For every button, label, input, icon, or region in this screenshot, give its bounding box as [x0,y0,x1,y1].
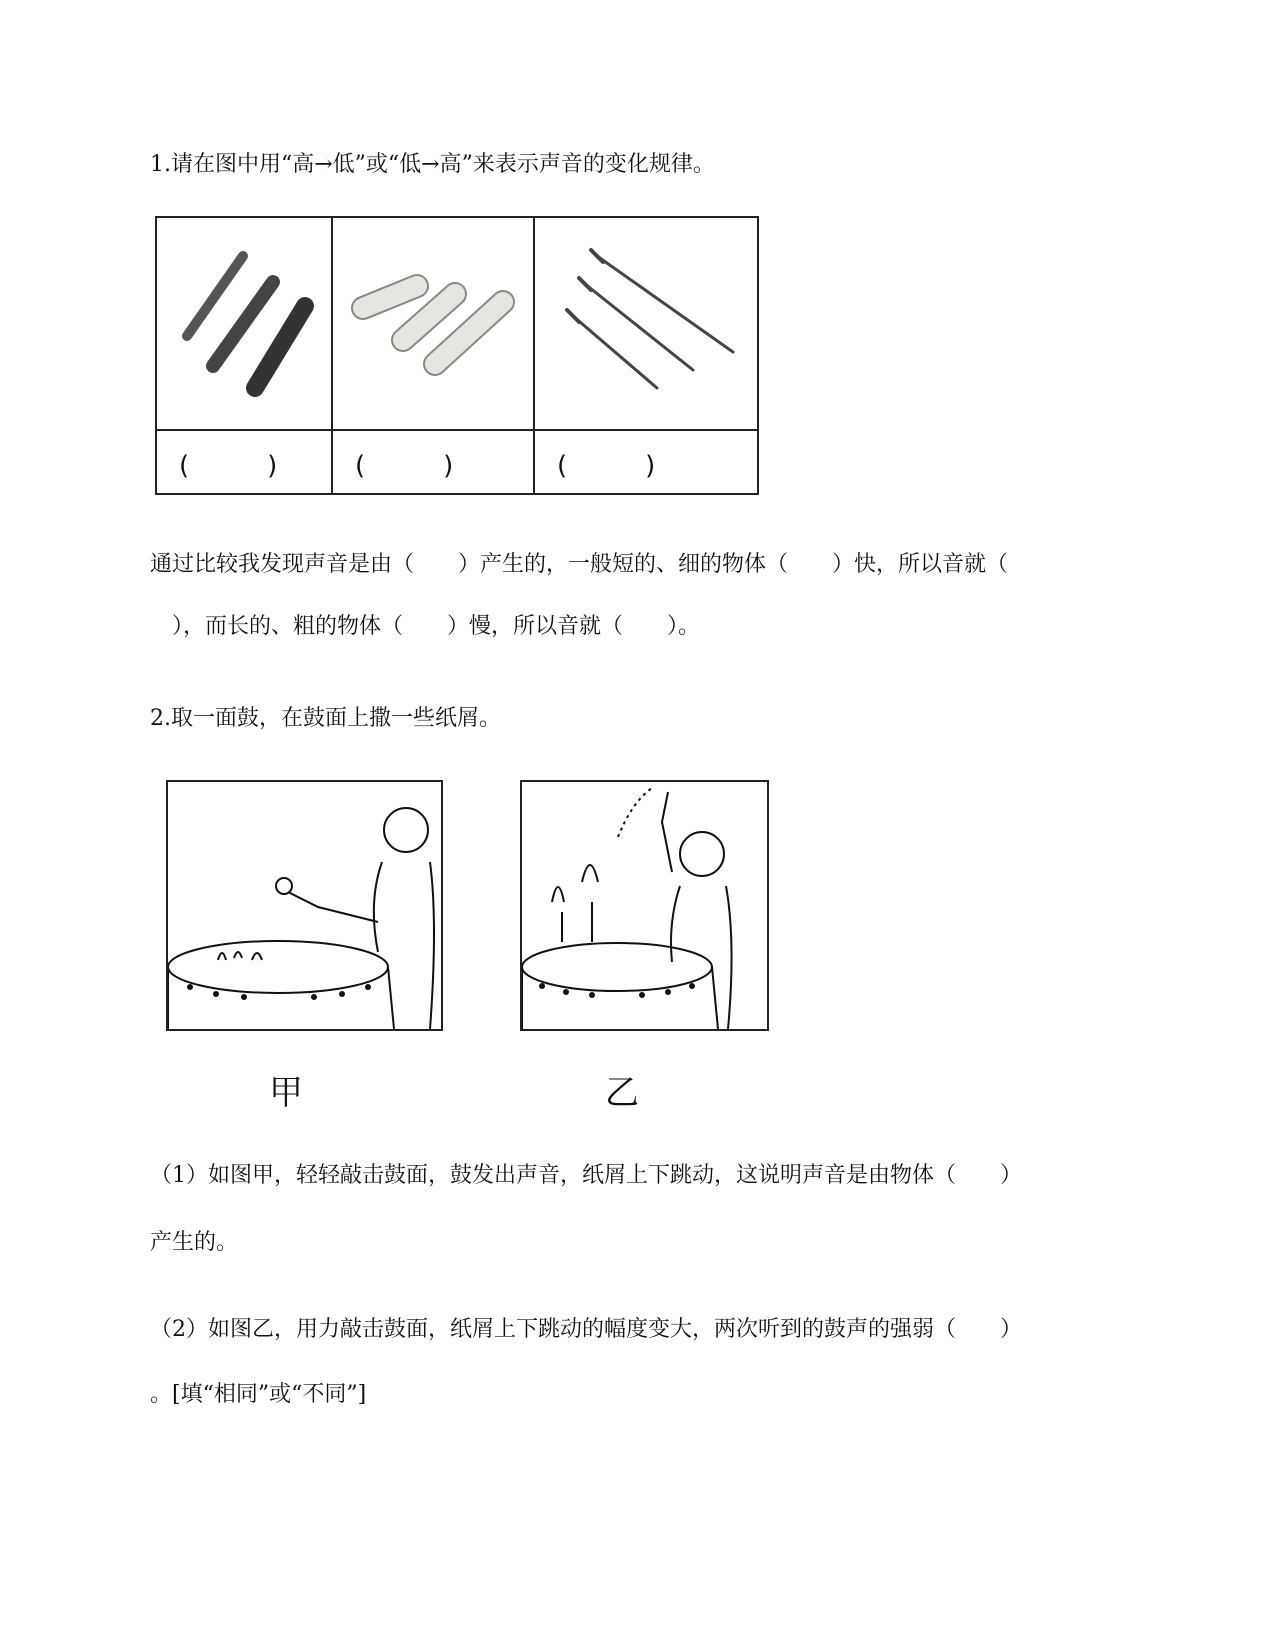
question-2-part-2-line-1: （2）如图乙，用力敲击鼓面，纸屑上下跳动的幅度变大，两次听到的鼓声的强弱（ ） [150,1317,1023,1342]
drum-strong-drawing [522,782,767,1029]
drum-rivet-1-yi [539,983,545,989]
question-2-part-1-line-2: 产生的。 [150,1230,239,1255]
nails-cell [534,217,758,430]
drum-rivet-3 [241,994,247,1000]
paper-tubes-cell [332,217,534,430]
drum-top-yi [522,943,712,991]
drum-rivet-5-yi [665,989,671,995]
nail-head-medium [579,278,591,290]
child-body-jia [374,862,434,1029]
paper-bits-jia [218,952,262,960]
paper-bits-yi [552,865,598,942]
answer-paren-steel: ( ) [179,451,278,481]
nail-head-short [567,310,579,322]
nail-head-long [591,250,603,262]
sound-comparison-table [155,216,759,495]
steel-tubes-image [157,218,331,429]
question-1-paragraph-line-1: 通过比较我发现声音是由（ ）产生的，一般短的、细的物体（ ）快，所以音就（ [150,552,1009,577]
nails-image [535,218,757,429]
drum-rivet-2 [213,991,219,997]
drum-rivet-4-yi [639,992,645,998]
nail-short [573,316,657,388]
drum-rivet-4 [311,994,317,1000]
question-2-part-2-line-2: 。[填“相同”或“不同”] [150,1382,367,1407]
drum-rivet-5 [339,991,345,997]
child-body-yi [671,886,732,1029]
drum-rivet-3-yi [589,992,595,998]
answer-paren-nails: ( ) [557,451,656,481]
drum-gentle-drawing [168,782,441,1029]
answer-cell-nails[interactable] [534,430,758,494]
swing-motion-line-yi [618,788,652,837]
child-arm-jia [288,892,378,922]
answer-cell-paper-tubes[interactable] [332,430,534,494]
question-2-part-1-line-1: （1）如图甲，轻轻敲击鼓面，鼓发出声音，纸屑上下跳动，这说明声音是由物体（ ） [150,1163,1023,1188]
drumstick-head-jia [276,878,292,894]
drum-top-jia [168,941,388,993]
drum-body-jia [168,967,394,1029]
steel-tube-long [255,306,305,388]
drum-rivet-2-yi [563,989,569,995]
child-arm-raised-yi [662,792,672,872]
drum-rivet-1 [187,984,193,990]
paper-tubes-image [333,218,533,429]
answer-cell-steel-tubes[interactable] [156,430,332,494]
steel-tubes-cell [156,217,332,430]
caption-yi: 乙 [605,1073,639,1113]
drum-body-yi [522,967,718,1029]
child-head-yi [680,832,724,876]
drum-rivet-6 [365,984,371,990]
question-2-title: 2.取一面鼓，在鼓面上撒一些纸屑。 [150,706,501,731]
answer-paren-paper: ( ) [355,451,454,481]
nail-long [597,256,733,352]
child-head-jia [384,808,428,852]
paper-tube-1 [363,286,417,308]
drum-rivet-6-yi [689,983,695,989]
caption-jia: 甲 [269,1073,303,1113]
question-1-paragraph-line-2: ），而长的、粗的物体（ ）慢，所以音就（ ）。 [150,614,701,639]
drum-gentle-illustration [166,780,443,1031]
drum-strong-illustration [520,780,769,1031]
nail-medium [585,284,693,370]
question-1-title: 1.请在图中用“高→低”或“低→高”来表示声音的变化规律。 [150,152,715,177]
